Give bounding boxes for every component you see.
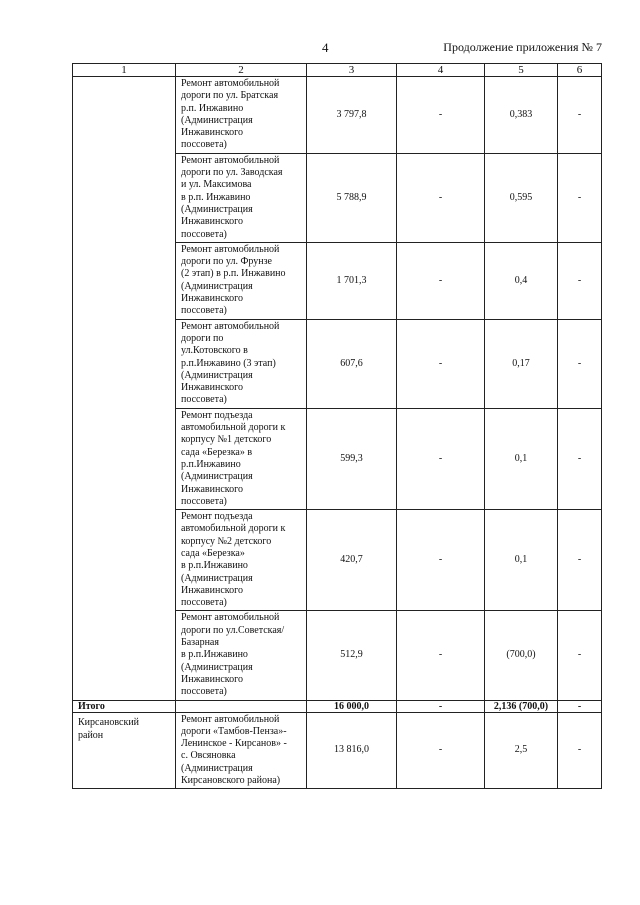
cost-value: 3 797,8: [307, 77, 397, 154]
work-description: Ремонт подъезда автомобильной дороги к корпусу №2 детского сада «Березка» в р.п.Инжавино (Администрация Инжавинского поссовета): [176, 510, 307, 611]
column-6-value: -: [558, 712, 602, 789]
column-6-value: -: [558, 510, 602, 611]
length-value: 0,17: [485, 319, 558, 408]
table-row: [73, 77, 602, 154]
appendix-continuation-label: Продолжение приложения № 7: [443, 40, 602, 54]
total-row: [73, 700, 602, 712]
page-number: 4: [322, 40, 329, 55]
cost-value: 420,7: [307, 510, 397, 611]
column-number-row: [73, 64, 602, 77]
total-cost-value: 16 000,0: [307, 700, 397, 712]
column-4-value: -: [397, 408, 485, 509]
work-description: Ремонт подъезда автомобильной дороги к корпусу №1 детского сада «Березка» в р.п.Инжавино (Администрация Инжавинского поссовета): [176, 408, 307, 509]
cost-value: 607,6: [307, 319, 397, 408]
column-number: 6: [558, 64, 602, 77]
length-value: 0,383: [485, 77, 558, 154]
column-number: 2: [176, 64, 307, 77]
total-column-6-value: -: [558, 700, 602, 712]
column-4-value: -: [397, 77, 485, 154]
column-number: 1: [73, 64, 176, 77]
column-number: 4: [397, 64, 485, 77]
column-6-value: -: [558, 153, 602, 242]
road-repair-table: [72, 63, 602, 789]
column-4-value: -: [397, 242, 485, 319]
cost-value: 1 701,3: [307, 242, 397, 319]
total-column-4-value: -: [397, 700, 485, 712]
column-6-value: -: [558, 611, 602, 700]
work-description: Ремонт автомобильной дороги «Тамбов-Пенза»- Ленинское - Кирсанов» - с. Овсяновка (Администрация Кирсановского района): [176, 712, 307, 789]
work-description: Ремонт автомобильной дороги по ул.Советская/ Базарная в р.п.Инжавино (Администрация Инжавинского поссовета): [176, 611, 307, 700]
column-number: 3: [307, 64, 397, 77]
cost-value: 5 788,9: [307, 153, 397, 242]
column-6-value: -: [558, 242, 602, 319]
column-4-value: -: [397, 712, 485, 789]
table-row: [73, 712, 602, 789]
length-value: 2,5: [485, 712, 558, 789]
length-value: 0,1: [485, 408, 558, 509]
work-description: Ремонт автомобильной дороги по ул.Котовского в р.п.Инжавино (3 этап) (Администрация Инжавинского поссовета): [176, 319, 307, 408]
length-value: (700,0): [485, 611, 558, 700]
column-6-value: -: [558, 319, 602, 408]
column-4-value: -: [397, 611, 485, 700]
district-name: Кирсановский район: [73, 712, 176, 789]
total-label: Итого: [73, 700, 176, 712]
column-6-value: -: [558, 408, 602, 509]
column-4-value: -: [397, 319, 485, 408]
cost-value: 599,3: [307, 408, 397, 509]
work-description: Ремонт автомобильной дороги по ул. Заводская и ул. Максимова в р.п. Инжавино (Администрация Инжавинского поссовета): [176, 153, 307, 242]
column-number: 5: [485, 64, 558, 77]
work-description: Ремонт автомобильной дороги по ул. Фрунзе (2 этап) в р.п. Инжавино (Администрация Инжавинского поссовета): [176, 242, 307, 319]
column-4-value: -: [397, 153, 485, 242]
length-value: 0,1: [485, 510, 558, 611]
cost-value: 13 816,0: [307, 712, 397, 789]
length-value: 0,595: [485, 153, 558, 242]
column-6-value: -: [558, 77, 602, 154]
total-work-empty: [176, 700, 307, 712]
column-4-value: -: [397, 510, 485, 611]
work-description: Ремонт автомобильной дороги по ул. Братская р.п. Инжавино (Администрация Инжавинского поссовета): [176, 77, 307, 154]
length-value: 0,4: [485, 242, 558, 319]
total-length-value: 2,136 (700,0): [485, 700, 558, 712]
district-cell-empty: [73, 77, 176, 701]
cost-value: 512,9: [307, 611, 397, 700]
